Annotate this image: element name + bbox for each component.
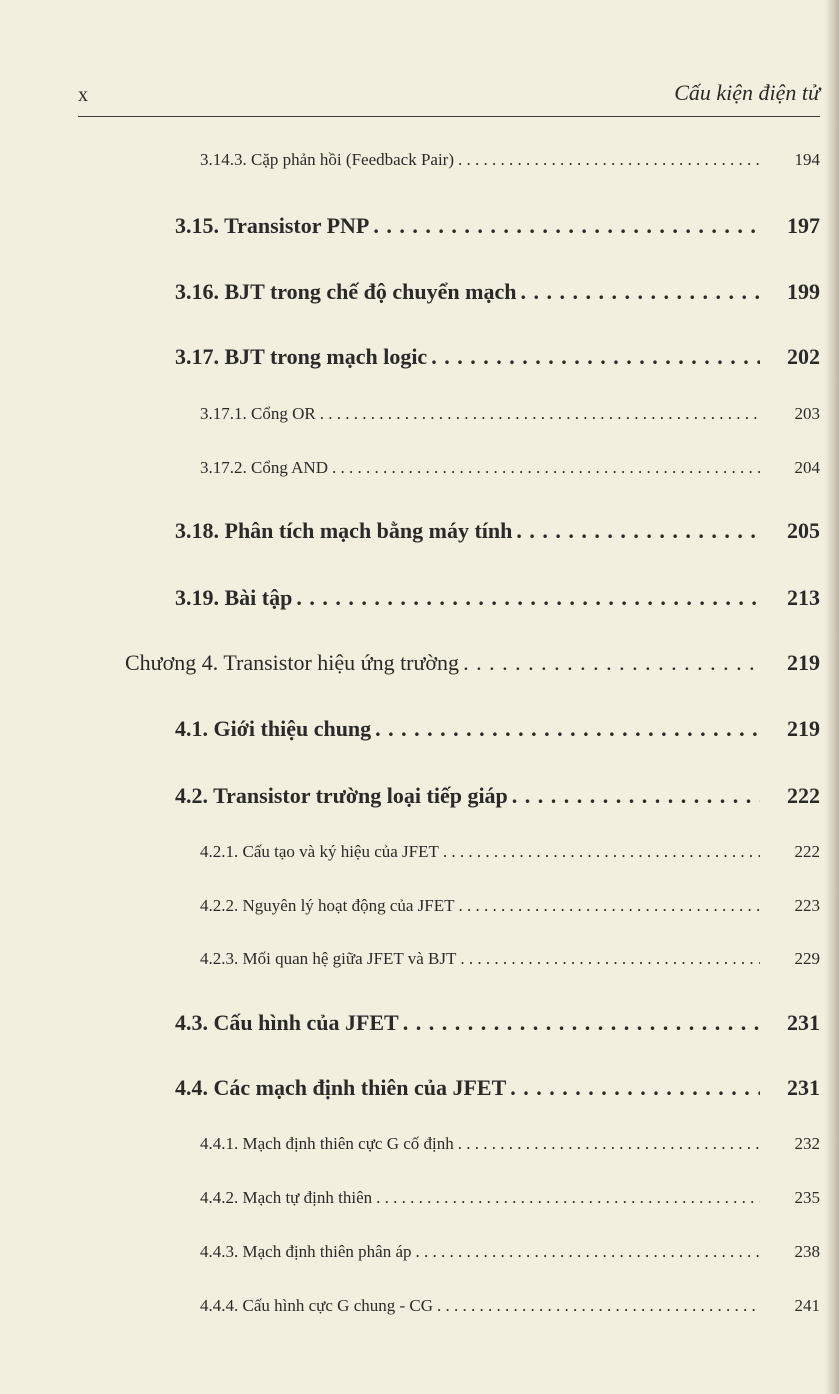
- toc-entry-page: 202: [787, 344, 820, 369]
- toc-entry-page: 223: [794, 896, 820, 915]
- dot-leader: [332, 458, 760, 478]
- dot-leader: [516, 518, 760, 544]
- toc-entry: [200, 1134, 820, 1154]
- dot-leader: [510, 1075, 760, 1101]
- toc-entry-page: 232: [794, 1134, 820, 1153]
- toc-entry-label: 3.17.2. Cổng AND: [200, 458, 328, 477]
- toc-entry-page: 213: [787, 585, 820, 610]
- toc-entry-label: 4.4.4. Cấu hình cực G chung - CG: [200, 1296, 434, 1315]
- toc-entry: [175, 783, 820, 809]
- toc-entry: [175, 585, 820, 611]
- dot-leader: [443, 842, 760, 862]
- toc-entry-label: 4.4.1. Mạch định thiên cực G cố định: [200, 1134, 454, 1153]
- dot-leader: [403, 1010, 760, 1036]
- toc-entry: [175, 716, 820, 742]
- dot-leader: [459, 896, 761, 916]
- toc-entry-label: 3.15. Transistor PNP: [175, 213, 370, 238]
- toc-entry-page: 222: [787, 783, 820, 808]
- toc-entry-page: 222: [794, 842, 820, 861]
- dot-leader: [416, 1242, 760, 1262]
- dot-leader: [320, 404, 760, 424]
- toc-entry-page: 231: [787, 1075, 820, 1100]
- toc-entry: [175, 518, 820, 544]
- toc-entry: [175, 279, 820, 305]
- toc-entry-label: 4.2.2. Nguyên lý hoạt động của JFET: [200, 896, 455, 915]
- toc-entry-page: 199: [787, 279, 820, 304]
- toc-entry: [200, 150, 820, 170]
- toc-entry-label: 4.2.1. Cấu tạo và ký hiệu của JFET: [200, 842, 439, 861]
- toc-entry-label: 3.16. BJT trong chế độ chuyển mạch: [175, 279, 517, 304]
- toc-entry: [175, 213, 820, 239]
- toc-entry-page: 204: [794, 458, 820, 477]
- toc-entry-page: 205: [787, 518, 820, 543]
- toc-entry-label: 4.4.3. Mạch định thiên phân áp: [200, 1242, 412, 1261]
- dot-leader: [463, 650, 760, 676]
- toc-entry-label: 4.4. Các mạch định thiên của JFET: [175, 1075, 507, 1100]
- toc-entry-page: 238: [794, 1242, 820, 1261]
- dot-leader: [373, 213, 760, 239]
- toc-entry-label: 4.3. Cấu hình của JFET: [175, 1010, 399, 1035]
- dot-leader: [520, 279, 760, 305]
- dot-leader: [376, 1188, 760, 1208]
- toc-entry-page: 235: [794, 1188, 820, 1207]
- toc-entry-label: 3.17.1. Cổng OR: [200, 404, 316, 423]
- toc-entry-page: 203: [794, 404, 820, 423]
- toc-entry: [175, 1010, 820, 1036]
- dot-leader: [512, 783, 760, 809]
- dot-leader: [460, 949, 760, 969]
- dot-leader: [458, 150, 760, 170]
- toc-entry: [200, 949, 820, 969]
- toc-entry: [200, 896, 820, 916]
- dot-leader: [431, 344, 760, 370]
- toc-entry-label: 4.2. Transistor trường loại tiếp giáp: [175, 783, 508, 808]
- toc-entry-label: 4.1. Giới thiệu chung: [175, 716, 372, 741]
- toc-entry-label: 3.19. Bài tập: [175, 585, 293, 610]
- toc-entry-page: 241: [794, 1296, 820, 1315]
- toc-entry: [200, 842, 820, 862]
- toc-entry: [175, 344, 820, 370]
- dot-leader: [458, 1134, 760, 1154]
- toc-entry: [200, 1188, 820, 1208]
- toc-entry-label: 4.2.3. Mối quan hệ giữa JFET và BJT: [200, 949, 457, 968]
- toc-entry: [200, 458, 820, 478]
- toc-entry-page: 197: [787, 213, 820, 238]
- toc-entry-page: 229: [794, 949, 820, 968]
- toc-entry-label: Chương 4. Transistor hiệu ứng trường: [125, 650, 460, 675]
- toc-entry-label: 3.18. Phân tích mạch bằng máy tính: [175, 518, 513, 543]
- dot-leader: [437, 1296, 760, 1316]
- toc-entry-page: 219: [787, 716, 820, 741]
- dot-leader: [296, 585, 760, 611]
- toc-entry-page: 231: [787, 1010, 820, 1035]
- toc-entry: [200, 1242, 820, 1262]
- toc-entry-page: 194: [794, 150, 820, 169]
- toc-chapter-entry: [125, 650, 820, 676]
- dot-leader: [375, 716, 760, 742]
- toc-entry-label: 3.14.3. Cặp phản hồi (Feedback Pair): [200, 150, 454, 169]
- toc-entry: [200, 404, 820, 424]
- book-title: Cấu kiện điện tử: [674, 80, 820, 105]
- toc-entry: [175, 1075, 820, 1101]
- toc-entry-label: 3.17. BJT trong mạch logic: [175, 344, 428, 369]
- toc-entry: [200, 1296, 820, 1316]
- page-number: x: [78, 84, 88, 106]
- toc-entry-page: 219: [787, 650, 820, 675]
- toc-entry-label: 4.4.2. Mạch tự định thiên: [200, 1188, 373, 1207]
